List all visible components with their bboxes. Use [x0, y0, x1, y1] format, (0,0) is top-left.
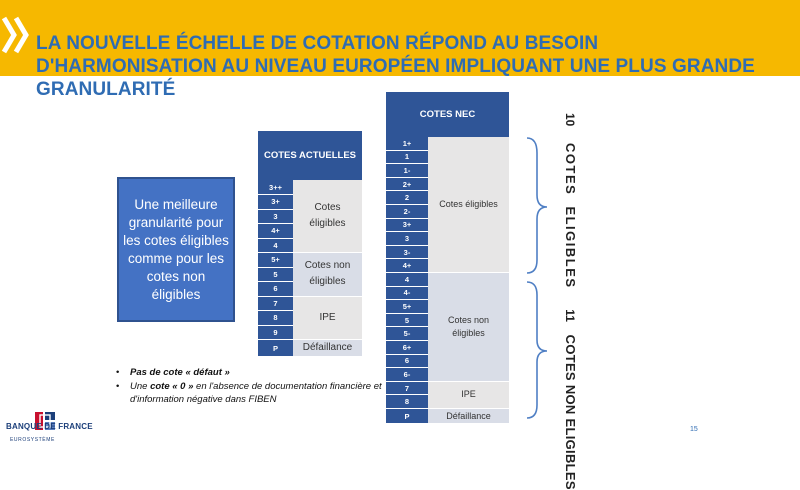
current-code-cell: 4 [258, 239, 293, 254]
vertical-count-labels [563, 113, 591, 490]
eligible-text: COTES ELIGIBLES [563, 143, 578, 289]
current-group-non-eligible-label: Cotes non éligibles [304, 260, 351, 288]
current-group-non-eligible [293, 253, 362, 297]
nec-code-cell: 3+ [386, 219, 428, 233]
nec-group-ipe-label: IPE [461, 389, 476, 400]
nec-code-cell: 1- [386, 164, 428, 178]
current-code-cell: 3+ [258, 195, 293, 210]
nec-ratings-header-label: COTES NEC [419, 109, 476, 120]
current-code-cell: P [258, 340, 293, 357]
nec-code-cell: 4+ [386, 259, 428, 273]
nec-code-cell: 5- [386, 327, 428, 341]
note-no-default: • Pas de cote « défaut » [110, 366, 400, 379]
note-cote-zero: • Une cote « 0 » en l'absence de documentation financière et d'information négative dans FIBEN [110, 380, 400, 406]
current-code-cell: 3 [258, 210, 293, 225]
current-group-default-label: Défaillance [302, 342, 353, 353]
nec-code-cell: 5+ [386, 300, 428, 314]
nec-group-non-eligible-label: Cotes non éligibles [447, 314, 490, 338]
nec-code-cell: 2- [386, 205, 428, 219]
current-code-cell: 5+ [258, 253, 293, 268]
current-group-eligible-label: Cotes éligibles [309, 202, 346, 229]
current-code-cell: 7 [258, 297, 293, 312]
nec-code-cell: 1+ [386, 137, 428, 151]
double-chevron-icon [0, 10, 32, 60]
nec-group-default-label: Défaillance [446, 410, 491, 421]
nec-code-cell: 5 [386, 314, 428, 328]
nec-code-cell: 3 [386, 232, 428, 246]
eligible-count: 10 [563, 113, 577, 127]
current-ratings-header [258, 131, 362, 180]
current-code-cell: 3++ [258, 180, 293, 195]
non-eligible-text: COTES NON ELIGIBLES [563, 334, 578, 490]
current-code-cell: 4+ [258, 224, 293, 239]
page-number: 15 [690, 426, 698, 433]
current-group-ipe-label: IPE [319, 311, 336, 323]
nec-code-cell: 2 [386, 191, 428, 205]
nec-group-eligible [428, 137, 509, 273]
current-group-ipe [293, 297, 362, 341]
nec-ratings-header [386, 92, 509, 137]
logo-subtitle: EUROSYSTÈME [10, 437, 55, 443]
current-code-cell: 6 [258, 282, 293, 297]
non-eligible-count: 11 [563, 309, 577, 322]
nec-code-cell: 6- [386, 368, 428, 382]
banque-de-france-logo [6, 410, 96, 446]
grouping-braces [525, 135, 555, 420]
non-eligible-brace-icon [527, 282, 547, 418]
nec-code-cell: 6+ [386, 341, 428, 355]
nec-code-cell: 2+ [386, 178, 428, 192]
nec-group-ipe [428, 382, 509, 409]
nec-group-default [428, 409, 509, 424]
current-code-cell: 5 [258, 268, 293, 283]
nec-code-cell: 1 [386, 151, 428, 165]
granularity-callout [117, 177, 235, 322]
nec-group-non-eligible [428, 273, 509, 382]
nec-code-cell: 4 [386, 273, 428, 287]
nec-group-eligible-label: Cotes éligibles [439, 199, 498, 209]
nec-code-cell: P [386, 409, 428, 424]
nec-code-cell: 3- [386, 246, 428, 260]
nec-code-cell: 4- [386, 287, 428, 301]
current-group-default [293, 340, 362, 357]
nec-code-cell: 8 [386, 395, 428, 409]
slide-title: LA NOUVELLE ÉCHELLE DE COTATION RÉPOND AU BESOIN D'HARMONISATION AU NIVEAU EUROPÉEN IMPLIQUANT UNE PLUS GRANDE GRANULARITÉ [36, 33, 755, 100]
current-code-cell: 9 [258, 326, 293, 341]
logo-name: BANQUE DE FRANCE [6, 422, 93, 431]
nec-code-cell: 6 [386, 355, 428, 369]
nec-code-cell: 7 [386, 382, 428, 396]
current-group-eligible [293, 180, 362, 253]
callout-text: Une meilleure granularité pour les cotes éligibles comme pour les cotes non éligibles [123, 196, 229, 302]
current-ratings-header-label: COTES ACTUELLES [263, 150, 356, 161]
current-code-cell: 8 [258, 311, 293, 326]
notes-list [110, 366, 400, 407]
eligible-brace-icon [527, 138, 547, 273]
